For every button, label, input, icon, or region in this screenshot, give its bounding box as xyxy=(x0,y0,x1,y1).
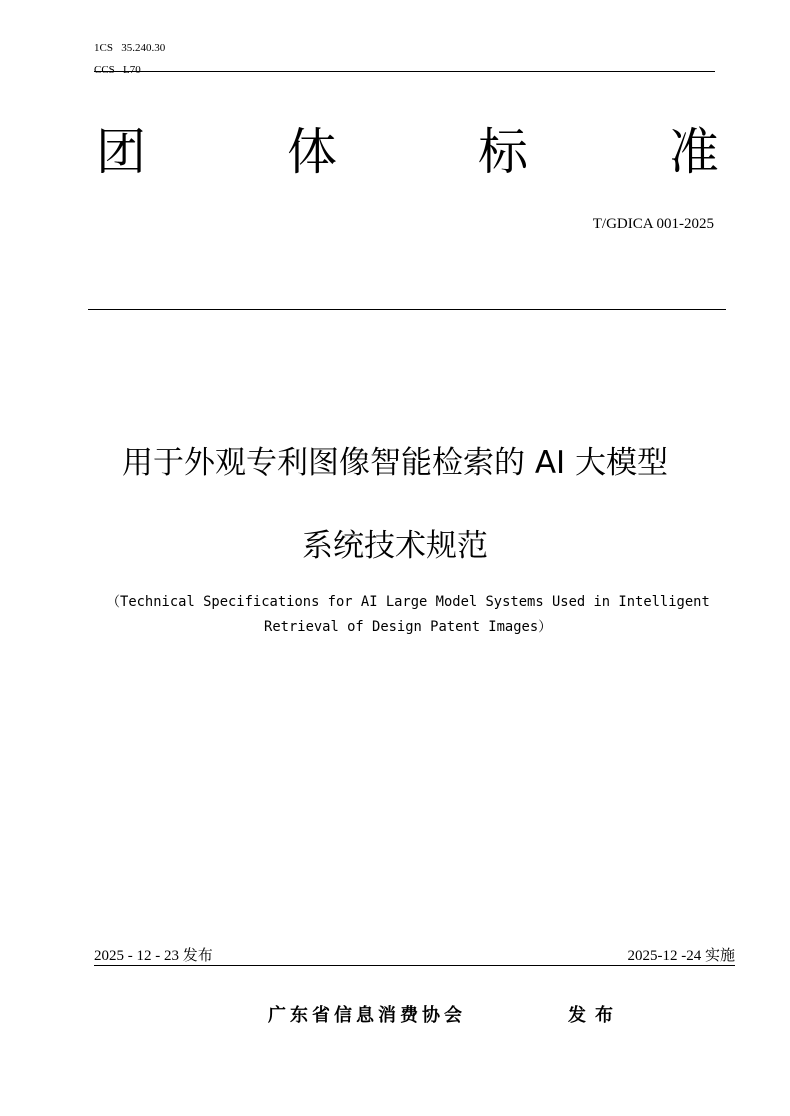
chinese-title-line-2: 系统技术规范 xyxy=(302,528,488,564)
publisher-name: 广东省信息消费协会 xyxy=(268,1005,466,1026)
footer-divider xyxy=(94,965,735,966)
ccs-code: CCS L70 xyxy=(94,64,141,76)
ics-code: 1CS 35.240.30 xyxy=(94,42,166,54)
document-type-char: 体 xyxy=(287,123,337,181)
header-divider xyxy=(94,71,715,72)
english-title-line-2: Retrieval of Design Patent Images） xyxy=(264,619,552,635)
document-type-char: 团 xyxy=(96,123,146,181)
title-divider xyxy=(88,309,726,310)
implementation-date: 2025-12 -24 实施 xyxy=(627,948,735,964)
chinese-title-line-1: 用于外观专利图像智能检索的 AI 大模型 xyxy=(121,445,669,481)
standard-code: T/GDICA 001-2025 xyxy=(592,216,714,232)
document-type-char: 准 xyxy=(669,123,719,181)
publish-label: 发布 xyxy=(568,1005,622,1026)
publication-date: 2025 - 12 - 23 发布 xyxy=(94,948,213,964)
english-title-line-1: （Technical Specifications for AI Large Model Systems Used in Intelligent xyxy=(106,594,710,610)
document-type-char: 标 xyxy=(478,123,528,181)
document-type-title xyxy=(96,122,719,182)
